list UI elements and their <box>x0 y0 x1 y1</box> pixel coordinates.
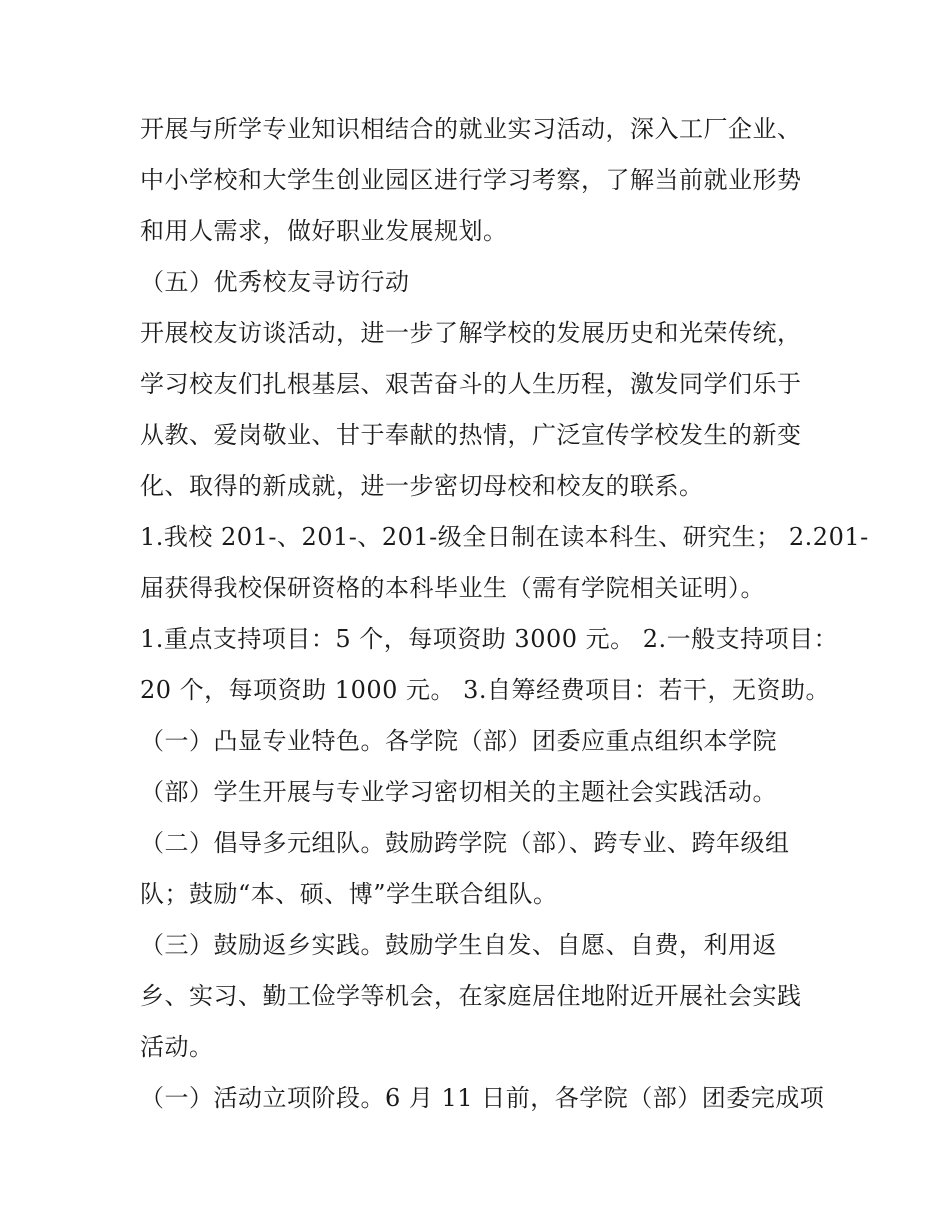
text-line: 队；鼓励“本、硕、博”学生联合组队。 <box>140 880 558 908</box>
text-line: （二）倡导多元组队。鼓励跨学院（部）、跨专业、跨年级组 <box>140 829 790 857</box>
text-line: 开展校友访谈活动，进一步了解学校的发展历史和光荣传统， <box>140 319 802 347</box>
text-line: 20 个，每项资助 1000 元。 3.自筹经费项目：若干，无资助。 <box>140 676 831 704</box>
text-line: （一）活动立项阶段。6 月 11 日前，各学院（部）团委完成项 <box>140 1084 825 1112</box>
text-line: 学习校友们扎根基层、艰苦奋斗的人生历程，激发同学们乐于 <box>140 370 802 398</box>
text-line: 活动。 <box>140 1033 214 1061</box>
text-line: 从教、爱岗敬业、甘于奉献的热情，广泛宣传学校发生的新变 <box>140 421 802 449</box>
text-line: 1.我校 201-、201-、201-级全日制在读本科生、研究生； 2.201- <box>140 523 869 551</box>
text-line: 届获得我校保研资格的本科毕业生（需有学院相关证明）。 <box>140 574 765 602</box>
text-line: 化、取得的新成就，进一步密切母校和校友的联系。 <box>140 472 704 500</box>
section-heading: （五）优秀校友寻访行动 <box>140 268 410 296</box>
text-line: （部）学生开展与专业学习密切相关的主题社会实践活动。 <box>140 778 777 806</box>
text-line: （一）凸显专业特色。各学院（部）团委应重点组织本学院 <box>140 727 777 755</box>
text-line: 中小学校和大学生创业园区进行学习考察，了解当前就业形势 <box>140 166 802 194</box>
text-line: 乡、实习、勤工俭学等机会，在家庭居住地附近开展社会实践 <box>140 982 802 1010</box>
text-line: 1.重点支持项目：5 个，每项资助 3000 元。 2.一般支持项目： <box>140 625 839 653</box>
text-line: （三）鼓励返乡实践。鼓励学生自发、自愿、自费，利用返 <box>140 931 777 959</box>
text-line: 和用人需求，做好职业发展规划。 <box>140 217 508 245</box>
text-line: 开展与所学专业知识相结合的就业实习活动，深入工厂企业、 <box>140 115 802 143</box>
